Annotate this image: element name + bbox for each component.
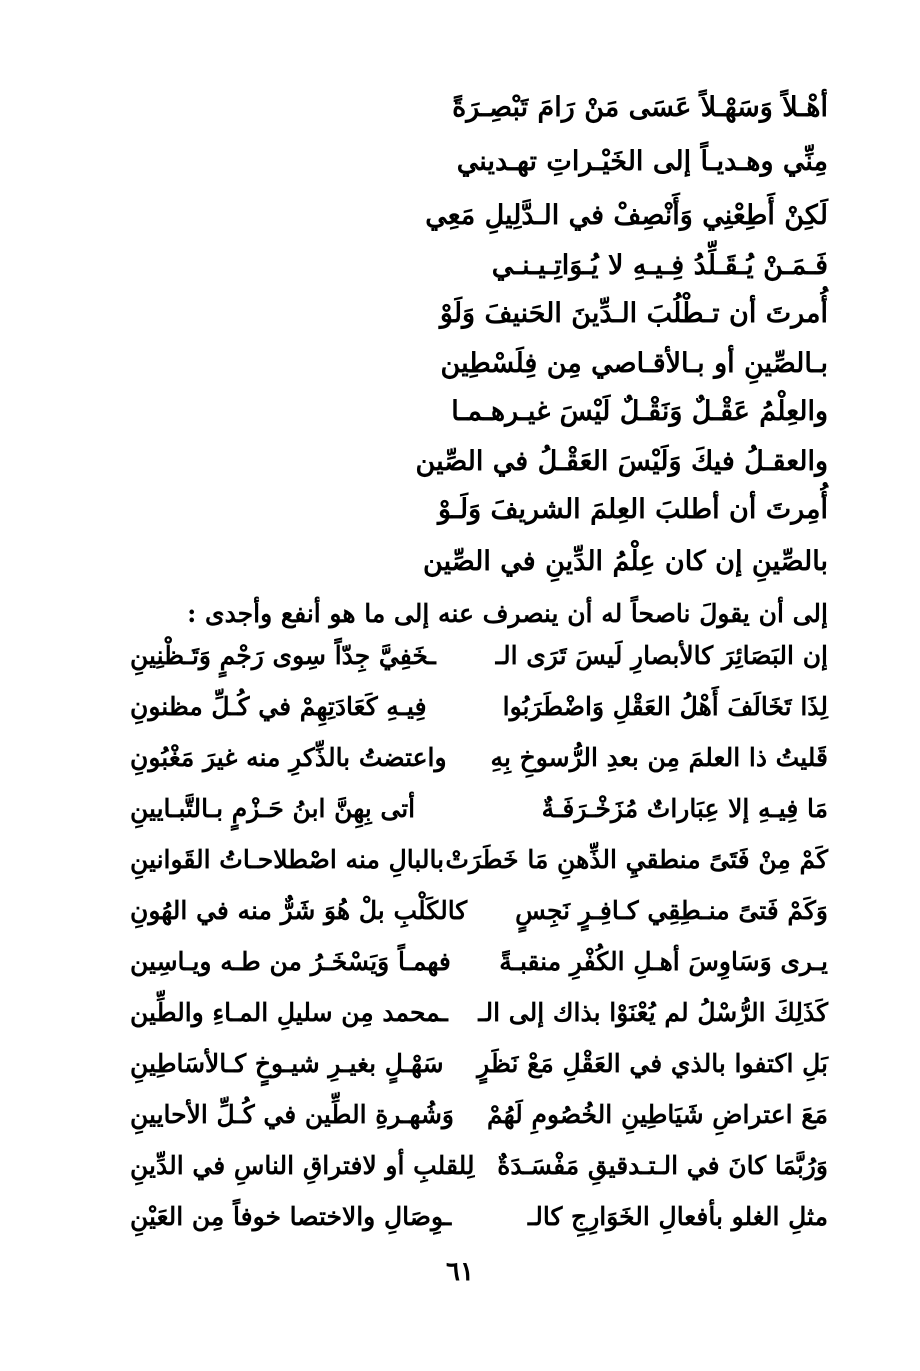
verse-row bbox=[130, 838, 828, 882]
poem1-line-10: بالصِّينِ إن كان عِلْمُ الدِّينِ في الصِّين bbox=[423, 546, 828, 577]
page-number: ٦١ bbox=[446, 1257, 474, 1287]
verse-second-hemistich: بالبالِ منه اصْطلاحـاتُ القَوانينِ bbox=[130, 845, 445, 874]
verse-first-hemistich: كَذَلِكَ الرُّسْلُ لم يُعْنَوْا بذاك إلى الـ bbox=[478, 998, 828, 1027]
poem1-line-8: والعقـلُ فيكَ وَلَيْسَ العَقْـلُ في الصِّين bbox=[415, 446, 828, 477]
verse-row bbox=[130, 1042, 828, 1086]
verse-second-hemistich: واعتضتُ بالذِّكرِ منه غيرَ مَغْبُونِ bbox=[130, 743, 447, 772]
verse-first-hemistich: لِذَا تَخَالَفَ أَهْلُ العَقْلِ وَاضْطَرَبُوا bbox=[502, 692, 828, 721]
poem1-line-5: أُمرتَ أن تـطْلُبَ الـدِّينَ الحَنيفَ وَلَوْ bbox=[439, 298, 828, 329]
verse-row bbox=[130, 787, 828, 831]
verse-row bbox=[130, 991, 828, 1035]
verse-second-hemistich: ـخَفِيَّ جِدّاً سِوى رَجْمٍ وَتَـظْنِينِ bbox=[130, 641, 436, 670]
verse-row bbox=[130, 736, 828, 780]
verse-row bbox=[130, 685, 828, 729]
verse-first-hemistich: قَليتُ ذا العلمَ مِن بعدِ الرُّسوخِ بِهِ bbox=[490, 743, 828, 772]
verse-first-hemistich: وَرُبَّمَا كانَ في الـتـدقيقِ مَفْسَـدَةٌ bbox=[497, 1151, 828, 1180]
verse-row bbox=[130, 889, 828, 933]
verse-second-hemistich: وَشُهـرةِ الطِّين في كُـلِّ الأحايينِ bbox=[130, 1100, 454, 1129]
verse-row bbox=[130, 1144, 828, 1188]
poem1-line-2: مِنِّي وهـديـاً إلى الخَيْـراتِ تهـديني bbox=[456, 146, 828, 177]
poem1-line-1: أهْـلاً وَسَهْـلاً عَسَى مَنْ رَامَ تَبْصِـرَةً bbox=[452, 92, 828, 123]
verse-second-hemistich: لِلقلبِ أو لافتراقِ الناسِ في الدِّينِ bbox=[130, 1151, 475, 1180]
verse-first-hemistich: يـرى وَسَاوِسَ أهـلِ الكُفْرِ منقبـةً bbox=[499, 947, 828, 976]
verse-second-hemistich: ـوِصَالِ والاختصا خوفاً مِن العَيْنِ bbox=[130, 1202, 452, 1231]
verse-second-hemistich: فِيـهِ كَعَادَتِهِمْ في كُـلِّ مظنونِ bbox=[130, 692, 427, 721]
poem1-line-7: والعِلْمُ عَقْـلٌ وَنَقْـلٌ لَيْسَ غيـرهـمـا bbox=[451, 396, 828, 427]
verse-row bbox=[130, 940, 828, 984]
verse-row bbox=[130, 1093, 828, 1137]
poem1-line-9: أُمِرتَ أن أطلبَ العِلمَ الشريفَ وَلَـوْ bbox=[437, 494, 828, 525]
verse-row bbox=[130, 634, 828, 678]
verse-row bbox=[130, 1195, 828, 1239]
verse-second-hemistich: ـمحمد مِن سليلِ المـاءِ والطِّين bbox=[130, 998, 448, 1027]
verse-first-hemistich: إن البَصَائِرَ كالأبصارِ لَيسَ تَرَى الـ bbox=[495, 641, 828, 670]
verse-first-hemistich: وَكَمْ فَتىً منـطِقِي كـافِـرٍ نَجِسٍ bbox=[515, 896, 828, 925]
verse-first-hemistich: مَا فِيـهِ إلا عِبَاراتٌ مُزَخْـرَفَـةٌ bbox=[541, 794, 828, 823]
verse-second-hemistich: كالكَلْبِ بلْ هُوَ شَرٌّ منه في الهُونِ bbox=[130, 896, 468, 925]
verse-second-hemistich: سَهْـلٍ بغيـرِ شيـوخٍ كـالأسَاطِينِ bbox=[130, 1049, 444, 1078]
poem1-line-3: لَكِنْ أَطِعْنِي وَأَنْصِفْ في الـدَّلِيلِ مَعِي bbox=[425, 200, 828, 231]
verse-second-hemistich: فهمـاً وَيَسْخَـرُ من طـه ويـاسِين bbox=[130, 947, 451, 976]
verse-first-hemistich: بَلِ اكتفوا بالذي في العَقْلِ مَعْ نَظَرٍ bbox=[477, 1049, 828, 1078]
verse-first-hemistich: مَعَ اعتراضِ شَيَاطِينِ الخُصُومِ لَهُمْ bbox=[486, 1100, 828, 1129]
verse-first-hemistich: كَمْ مِنْ فَتَىً منطقيِ الذِّهنِ مَا خَطَرَتْ bbox=[445, 845, 828, 874]
verse-second-hemistich: أتى بِهِنَّ ابنُ حَـزْمٍ بـالتَّبـايينِ bbox=[130, 794, 416, 823]
verse-first-hemistich: مثلِ الغلو بأفعالِ الخَوَارِجِ كالـ bbox=[527, 1202, 828, 1231]
prose-paragraph: إلى أن يقولَ ناصحاً له أن ينصرف عنه إلى ما هو أنفع وأجدى : bbox=[187, 599, 828, 628]
poem1-line-6: بـالصِّينِ أو بـالأقـاصي مِن فِلَسْطِين bbox=[440, 348, 828, 379]
poem1-line-4: فَـمَـنْ يُـقَـلِّدُ فِـيـهِ لا يُـوَاتِـيـنـي bbox=[491, 250, 828, 281]
